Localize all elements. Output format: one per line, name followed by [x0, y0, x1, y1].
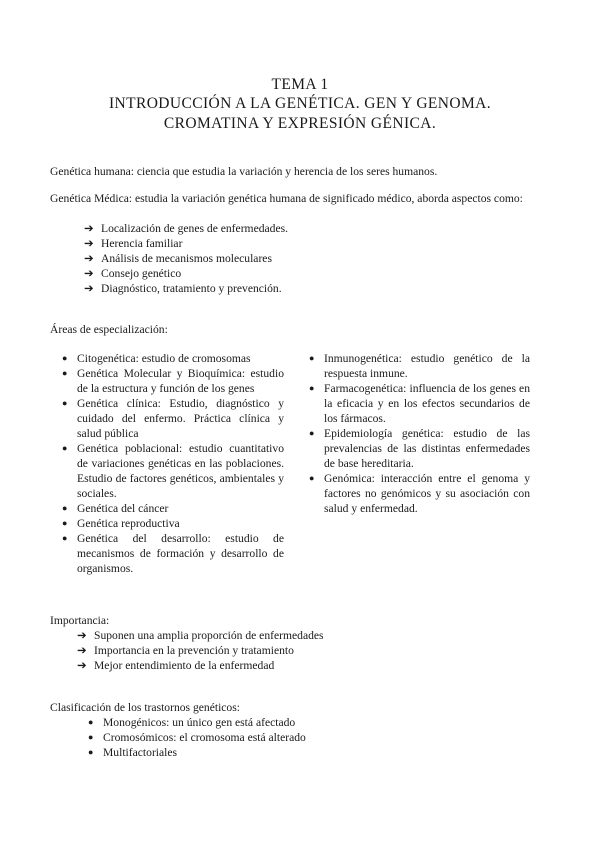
list-item-text: Mejor entendimiento de la enfermedad — [94, 659, 275, 672]
bullet-icon: ● — [62, 503, 68, 513]
bullet-icon: ● — [309, 353, 315, 363]
arrow-icon: ➔ — [84, 282, 94, 295]
list-item — [62, 351, 284, 366]
list-item — [77, 643, 517, 658]
bullet-icon: ● — [62, 443, 68, 453]
bullet-icon: ● — [62, 518, 68, 528]
bullet-icon: ● — [62, 353, 68, 363]
list-item-text: Diagnóstico, tratamiento y prevención. — [101, 282, 282, 295]
bullet-icon: ● — [309, 428, 315, 438]
list-item — [84, 281, 524, 296]
list-item — [309, 351, 530, 381]
list-item — [62, 531, 284, 576]
list-item — [84, 221, 524, 236]
list-item-text: Genética clínica: Estudio, diagnóstico y cuidado del enfermo. Práctica clínica y salud pública — [77, 397, 284, 440]
list-item-text: Cromosómicos: el cromosoma está alterado — [103, 731, 306, 744]
list-item-text: Genética del cáncer — [77, 502, 169, 515]
arrow-icon: ➔ — [84, 252, 94, 265]
list-item — [88, 730, 488, 745]
list-item — [62, 516, 284, 531]
list-item — [88, 745, 488, 760]
arrow-icon: ➔ — [77, 659, 87, 672]
list-item — [309, 471, 530, 516]
list-item — [62, 501, 284, 516]
title-line: TEMA 1 — [271, 76, 329, 93]
list-item-text: Epidemiología genética: estudio de las prevalencias de las distintas enfermedades de base hereditaria. — [324, 427, 530, 470]
bullet-icon: ● — [62, 398, 68, 408]
list-item — [62, 441, 284, 501]
list-item-text: Análisis de mecanismos moleculares — [101, 252, 272, 265]
list-item — [77, 628, 517, 643]
list-item — [77, 658, 517, 673]
list-item-text: Genética Molecular y Bioquímica: estudio de la estructura y función de los genes — [77, 367, 284, 395]
arrow-icon: ➔ — [77, 629, 87, 642]
list-item — [309, 426, 530, 471]
bullet-icon: ● — [309, 473, 315, 483]
list-item — [84, 251, 524, 266]
list-item — [62, 366, 284, 396]
areas-list-right — [309, 351, 530, 516]
list-item-text: Genética del desarrollo: estudio de mecanismos de formación y desarrollo de organismos. — [77, 532, 284, 575]
list-item-text: Herencia familiar — [101, 237, 183, 250]
clasificacion-list — [88, 715, 488, 760]
title-line: CROMATINA Y EXPRESIÓN GÉNICA. — [163, 115, 437, 132]
title-line: INTRODUCCIÓN A LA GENÉTICA. GEN Y GENOMA. — [108, 95, 492, 112]
list-item-text: Localización de genes de enfermedades. — [101, 222, 289, 235]
list-item-text: Citogenética: estudio de cromosomas — [77, 352, 251, 365]
clasificacion-heading: Clasificación de los trastornos genéticos: — [50, 701, 240, 714]
list-item-text: Multifactoriales — [103, 746, 178, 759]
list-item — [84, 236, 524, 251]
list-item — [88, 715, 488, 730]
areas-heading: Áreas de especialización: — [50, 323, 168, 336]
importancia-list — [77, 628, 517, 673]
list-item-text: Inmunogenética: estudio genético de la respuesta inmune. — [324, 352, 530, 380]
arrow-icon: ➔ — [84, 222, 94, 235]
importancia-heading: Importancia: — [50, 614, 110, 627]
bullet-icon: ● — [62, 368, 68, 378]
list-item — [309, 381, 530, 426]
list-item — [84, 266, 524, 281]
arrow-icon: ➔ — [84, 267, 94, 280]
list-item-text: Importancia en la prevención y tratamiento — [94, 644, 294, 657]
arrow-icon: ➔ — [77, 644, 87, 657]
bullet-icon: ● — [88, 717, 94, 727]
arrow-icon: ➔ — [84, 237, 94, 250]
bullet-icon: ● — [309, 383, 315, 393]
bullet-icon: ● — [88, 747, 94, 757]
list-item-text: Suponen una amplia proporción de enfermedades — [94, 629, 324, 642]
bullet-icon: ● — [88, 732, 94, 742]
list-item-text: Farmacogenética: influencia de los genes en la eficacia y en los efectos secundarios de los fármacos. — [324, 382, 530, 425]
medica-list — [84, 221, 524, 296]
list-item-text: Genética reproductiva — [77, 517, 180, 530]
list-item-text: Monogénicos: un único gen está afectado — [103, 716, 296, 729]
paragraph-genetica-humana: Genética humana: ciencia que estudia la variación y herencia de los seres humanos. — [50, 165, 438, 178]
paragraph-genetica-medica: Genética Médica: estudia la variación genética humana de significado médico, aborda aspectos como: — [50, 192, 523, 205]
list-item-text: Consejo genético — [101, 267, 182, 280]
areas-list-left — [62, 351, 284, 576]
list-item-text: Genética poblacional: estudio cuantitativo de variaciones genéticas en las poblaciones. Estudio de factores genéticos, ambientales y sociales. — [77, 442, 284, 500]
bullet-icon: ● — [62, 533, 68, 543]
list-item-text: Genómica: interacción entre el genoma y factores no genómicos y su asociación con salud y enfermedad. — [324, 472, 530, 515]
list-item — [62, 396, 284, 441]
